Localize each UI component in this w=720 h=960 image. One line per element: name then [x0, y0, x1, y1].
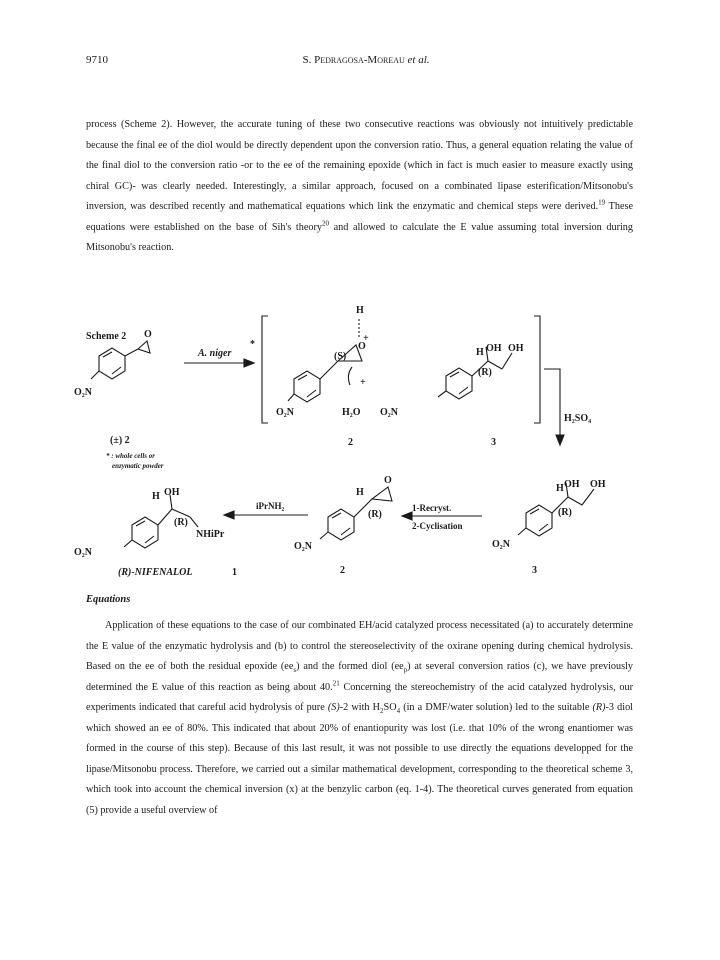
- nitro-label-5: O₂N: [294, 541, 312, 552]
- diol-oh-1: OH: [486, 343, 502, 354]
- running-title: S. Pedragosa-Moreau et al.: [302, 54, 430, 66]
- proton-h: H: [356, 305, 364, 316]
- diol-h-2: H: [556, 483, 564, 494]
- reagent-iprnh2: iPrNH₂: [256, 501, 285, 511]
- r-configuration-3: (R): [368, 509, 382, 520]
- compound-2-label: 2: [348, 437, 353, 448]
- author-name: Pedragosa-Moreau: [314, 54, 405, 66]
- scheme-2-diagram: [74, 303, 646, 585]
- diol-oh-3: OH: [564, 479, 580, 490]
- compound-2-label-2: 2: [340, 565, 345, 576]
- nitro-label: O₂N: [74, 387, 92, 398]
- ref-19: 19: [598, 198, 606, 207]
- s-configuration: (S): [334, 351, 347, 362]
- amine-label: NHiPr: [196, 529, 225, 540]
- ref-21: 21: [332, 679, 340, 688]
- nifenalol-number: 1: [232, 567, 237, 578]
- epoxide-o-label-3: O: [384, 475, 392, 486]
- epoxide-o-label-2: O: [358, 341, 366, 352]
- reagent-cyclisation: 2-Cyclisation: [412, 521, 463, 531]
- nitro-label-6: O₂N: [74, 547, 92, 558]
- reagent-asterisk: *: [250, 339, 255, 350]
- acid-label: H₂SO₄: [564, 413, 592, 424]
- nifenalol-h: H: [152, 491, 160, 502]
- running-header: [86, 54, 646, 68]
- water-label: H₂O: [342, 407, 361, 418]
- diol-oh-2: OH: [508, 343, 524, 354]
- footnote-line2: enzymatic powder: [112, 462, 164, 470]
- diol-h: H: [476, 347, 484, 358]
- paragraph-intro: process (Scheme 2). However, the accurate tuning of these two consecutive reactions was obviously not intuitively predictable because the final ee of the diol would be directly dependent upon the conversion ratio. Thus, a general equation relating the value of the final diol to the conversion ratio -or to the ee of the remaining epoxide (which in fact is much easier to measure exactly using chiral GC)- was clearly needed. Interestingly, a similar approach, focused on a combinated lipase esterification/Mitsonobu's inversion, was described recently and mathematical equations which link the enzymatic and chemical steps were derived.$^{19}$ These equations were established on the base of Sih's theory$^{20}$ and allowed to calculate the E value assuming total inversion during Mitsonobu's reaction.: [86, 119, 634, 253]
- nitro-label-2: O₂N: [276, 407, 294, 418]
- compound-3-label-2: 3: [532, 565, 537, 576]
- oxonium-plus: +: [363, 333, 369, 344]
- page-number: 9710: [86, 54, 108, 66]
- compound-3-label: 3: [491, 437, 496, 448]
- nifenalol-oh: OH: [164, 487, 180, 498]
- paragraph-equations: Application of these equations to the case of our combinated EH/acid catalyzed process necessitated (a) to accurately determine the E value of the enzymatic hydrolysis and (b) to control the stereoselectivity of the oxirane opening during chemical hydrolysis. Based on the ee of both the residual epoxide $(ee_s)$ and the formed diol $(ee_p)$ at several conversion ratios (c), we have previously determined the E value of this reaction as being about 40.21 Concerning the stereochemistry of the acid catalyzed hydrolysis, our experiments indicated that careful acid hydrolysis of pure (S)-2 with $H_2SO_4$ (in a DMF/water solution) led to the suitable (R)-3 diol which showed an ee of 80%. This indicated that about 20% of enantiopurity was lost (i.e. that 10% of the wrong enantiomer was formed in the course of this step). Because of this last result, it was not possible to use directly the equations developped for the lipase/Mitsonobu process. Therefore, we carried out a similar mathematical development, corresponding to the theoretical scheme 3, which took into account the chemical inversion (x) at the benzylic carbon (eq. 1-4). The theoretical curves generated from equation (5) provide a useful overview of: [86, 620, 633, 816]
- r-configuration-4: (R): [174, 517, 188, 528]
- footnote-line1: * : whole cells or: [106, 452, 155, 460]
- r-configuration: (R): [478, 367, 492, 378]
- epoxide-h: H: [356, 487, 364, 498]
- reagent-aniger: A. niger: [198, 348, 232, 359]
- reagent-recryst: 1-Recryst.: [412, 503, 452, 513]
- diol-oh-4: OH: [590, 479, 606, 490]
- ref-20: 20: [321, 219, 329, 228]
- nitro-label-4: O₂N: [492, 539, 510, 550]
- plus-sign: +: [360, 377, 366, 388]
- r-configuration-2: (R): [558, 507, 572, 518]
- racemic-compound-label: (±) 2: [110, 435, 130, 446]
- epoxide-o-label: O: [144, 329, 152, 340]
- nitro-label-3: O₂N: [380, 407, 398, 418]
- nifenalol-name: (R)-NIFENALOL: [118, 567, 193, 578]
- scheme-label: Scheme 2: [86, 331, 127, 342]
- section-title: Equations: [86, 594, 131, 605]
